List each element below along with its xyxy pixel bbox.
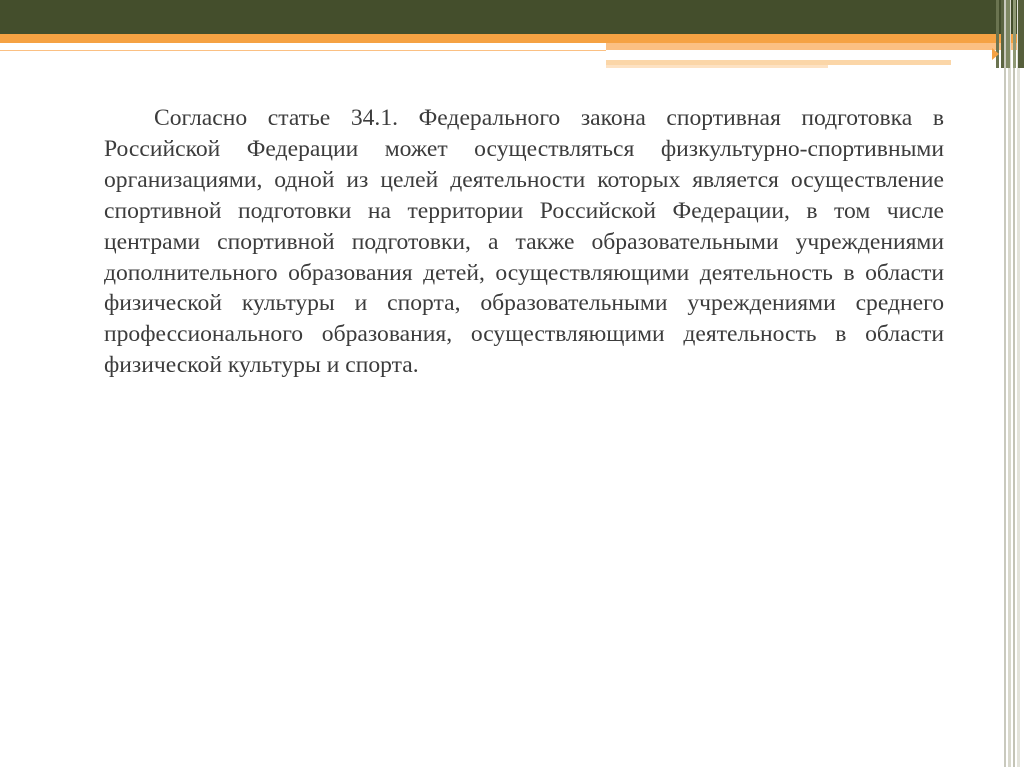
decor-vertical-stripe	[1004, 0, 1006, 767]
decor-vertical-stripe	[1008, 0, 1011, 767]
decor-header-stripe	[1013, 0, 1016, 68]
decor-header-stripe	[1006, 0, 1010, 68]
header-band	[0, 0, 1024, 34]
accent-step-gap	[606, 50, 1024, 60]
accent-thin-line	[0, 50, 606, 51]
decor-header-stripe	[1018, 0, 1024, 68]
accent-stripe	[0, 34, 1024, 43]
slide-body-text: Согласно статье 34.1. Федерального закона спортивная подготовка в Российской Федерации может осуществляться физкультурно-спортивными организациями, одной из целей деятельности которых является осуществление спортивной подготовки на территории Российской Федерации, в том числе центрами спортивной подготовки, а также образовательными учреждениями дополнительного образования детей, осуществляющими деятельность в области физической культуры и спорта, образовательными учреждениями среднего профессионального образования, осуществляющими деятельность в области физической культуры и спорта.	[104, 105, 944, 379]
decor-header-stripe	[1001, 0, 1004, 68]
decor-vertical-stripe	[1013, 0, 1015, 767]
arrow-marker-icon	[992, 48, 999, 60]
decor-vertical-stripe	[1017, 0, 1020, 767]
accent-step	[606, 65, 828, 68]
accent-step	[606, 43, 1024, 50]
